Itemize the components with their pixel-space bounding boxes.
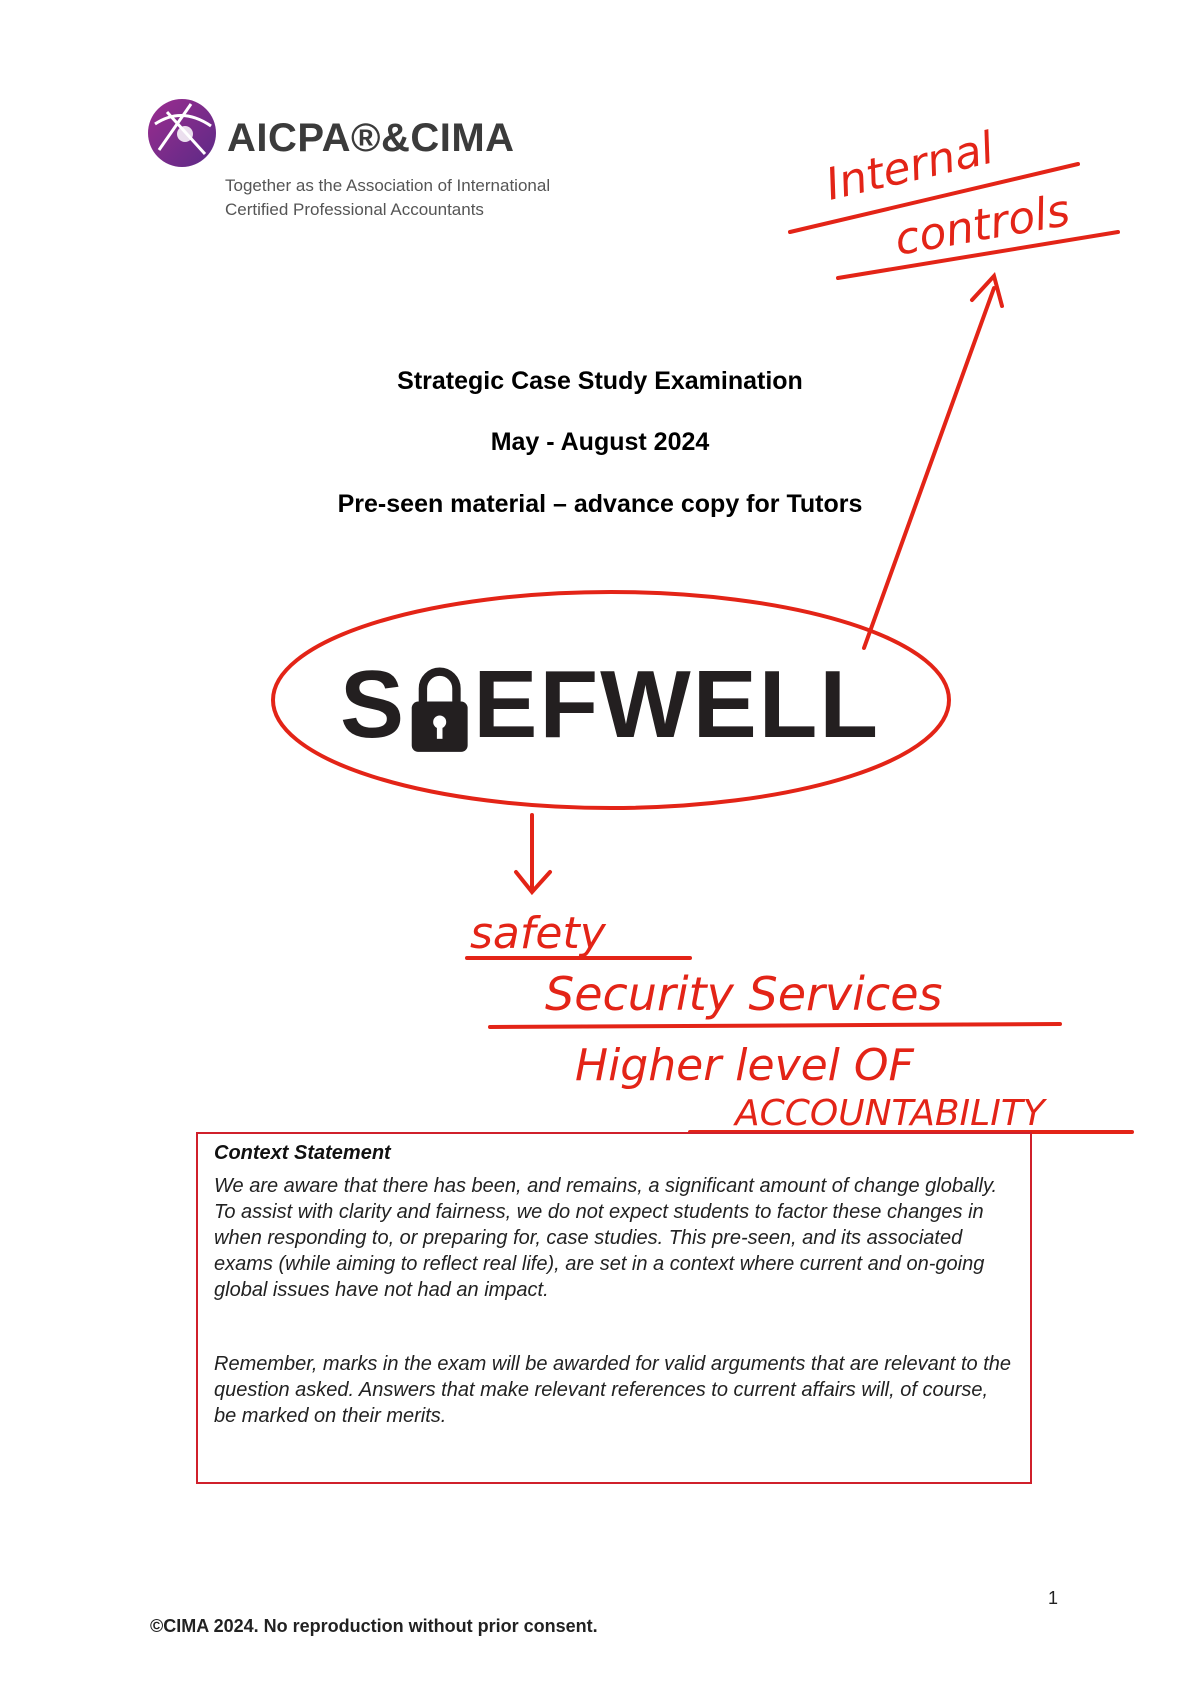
- aicpa-cima-logo: [145, 92, 565, 222]
- page-number: 1: [1048, 1588, 1059, 1608]
- annotation-security-services: Security Services: [545, 967, 943, 1021]
- exam-title: Strategic Case Study Examination: [397, 367, 803, 395]
- globe-logo-icon: [145, 96, 219, 170]
- annotation-underline-security: [490, 1024, 1060, 1027]
- annotation-arrow-up: [864, 288, 994, 648]
- context-statement-box: [196, 1132, 1032, 1484]
- context-paragraph-2: Remember, marks in the exam will be awarded for valid arguments that are relevant to the question asked. Answers that make relevant references to current affairs will, of course, be marked on their merits.: [214, 1353, 1012, 1427]
- annotation-higher-level: Higher level OF: [575, 1040, 914, 1091]
- annotation-accountability: ACCOUNTABILITY: [735, 1093, 1045, 1134]
- context-heading: Context Statement: [214, 1142, 391, 1164]
- copyright-footer: ©CIMA 2024. No reproduction without prior consent.: [150, 1616, 598, 1636]
- exam-subtitle: Pre-seen material – advance copy for Tutors: [337, 490, 863, 518]
- annotation-underline-1: [790, 164, 1078, 232]
- padlock-icon: [408, 661, 471, 757]
- logo-tagline-line1: Together as the Association of International: [225, 176, 551, 195]
- annotation-underline-2: [838, 232, 1118, 278]
- brand-right: EFWELL: [473, 651, 880, 758]
- logo-tagline-line2: Certified Professional Accountants: [225, 200, 484, 219]
- annotation-controls: controls: [891, 184, 1074, 266]
- context-paragraph-1: We are aware that there has been, and remains, a significant amount of change globally. To assist with clarity and fairness, we do not expect students to factor these changes in when responding to, or preparing for, case studies. This pre-seen, and its associated exams (while aiming to reflect real life), are set in a context where current and on-going global issues have not had an impact.: [214, 1175, 998, 1301]
- exam-period: May - August 2024: [490, 428, 710, 456]
- logo-name: AICPA®&CIMA: [227, 116, 515, 160]
- annotation-arrowhead-up: [972, 276, 1002, 306]
- brand-left: S: [340, 651, 407, 758]
- annotation-internal: Internal: [821, 122, 999, 211]
- safewell-logo: [340, 650, 880, 760]
- annotation-arrowhead-down: [516, 872, 550, 892]
- annotation-safety: safety: [470, 908, 606, 959]
